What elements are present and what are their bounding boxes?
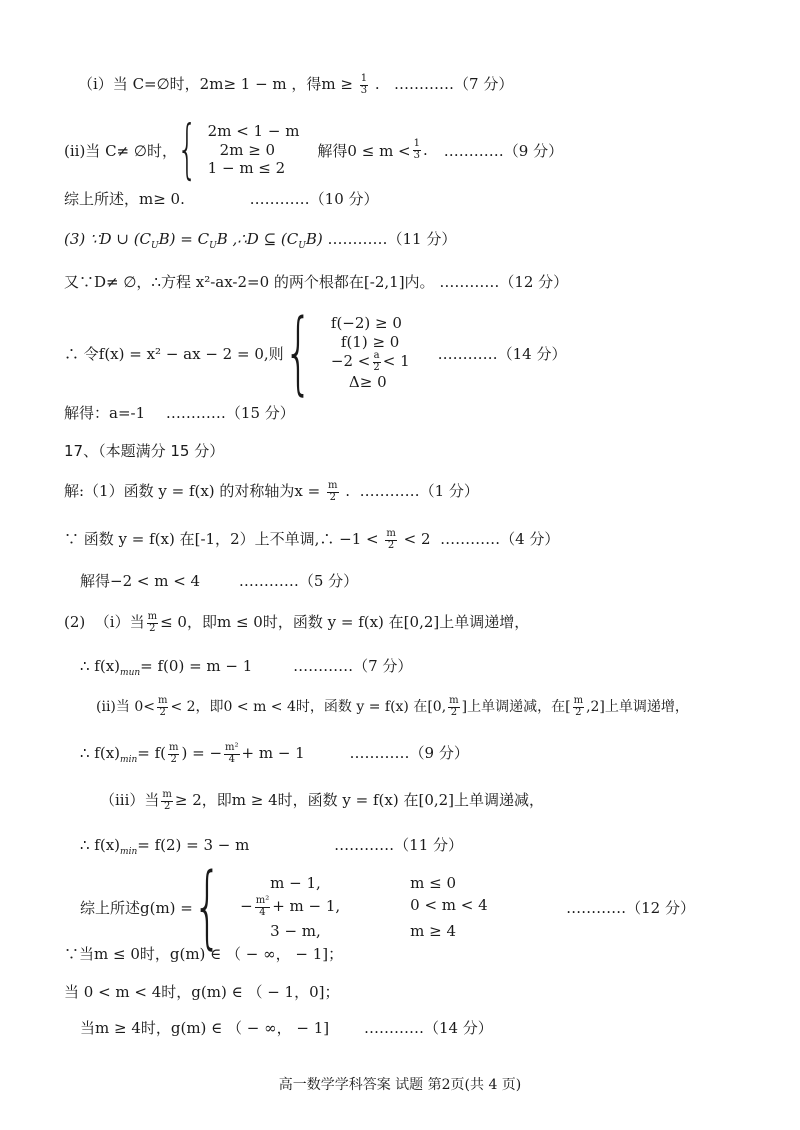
part3-system: f(−2) ≥ 0 f(1) ≥ 0 −2 < $\frac{a}{2}$ < 1 Δ≥ 0 <box>330 313 410 392</box>
score: …………（15 分） <box>165 404 295 422</box>
q17-part2-ii: (ii)当 0< $\frac{m}{2}$ < 2，即0 < m < 4时，函数 y = f(x) 在[0, $\frac{m}{2}$ ]上单调递减，在[ $\frac{m}{2}$ ,2]上单调递增， <box>96 695 689 718</box>
question-17-title: 17、（本题满分 15 分） <box>64 442 225 460</box>
q17-part2-i-min: ∴ $f(x)_{mun}= f(0) = m - 1$ …………（7 分） <box>80 657 413 678</box>
range-line-2: 当 0 < m < 4时，g(m) ∈ （ − 1，0]； <box>64 983 340 1001</box>
summary-line: 综上所述，m≥ 0. …………（10 分） <box>64 190 379 208</box>
score: …………（12 分） <box>566 898 695 917</box>
piecewise-g: 综上所述g(m) = { m − 1, m ≤ 0 − $\frac{\text{m²}}{4}$ + m − 1, 0 < m < 4 3 − m, m ≥ 4 …………（12 分） <box>80 854 695 959</box>
case-ii-system: 2m < 1 − m 2m ≥ 0 1 − m ≤ 2 <box>207 121 300 178</box>
case-ii-line: (ii)当 C≠ ∅时， { 2m < 1 − m 2m ≥ 0 1 − m ≤ 2 解得0 ≤ m < $\frac{1}{3}$ . …………（9 分） <box>64 113 564 187</box>
piecewise-table: m − 1, m ≤ 0 − $\frac{\text{m²}}{4}$ + m − 1, 0 < m < 4 3 − m, m ≥ 4 <box>240 874 488 940</box>
fraction: $\frac{1}{3}$ <box>360 73 368 96</box>
fraction: $\frac{1}{3}$ <box>413 138 421 161</box>
brace: { <box>192 854 222 959</box>
case-i-text: （i）当 C=∅时，2m≥ 1 − m ，得m ≥ <box>78 75 353 93</box>
score: …………（14 分） <box>363 1019 493 1037</box>
case-i-line: （i）当 C=∅时，2m≥ 1 − m ，得m ≥ $\frac{1}{3}$ . …………（7 分） <box>78 73 514 96</box>
part3-line3: ∴ 令f(x) = x² − ax − 2 = 0,则 { f(−2) ≥ 0 f(1) ≥ 0 −2 < $\frac{a}{2}$ < 1 Δ≥ 0 …………（14 分） <box>64 300 567 405</box>
range-line-1: ∵当m ≤ 0时，g(m) ∈ （ − ∞， − 1]； <box>64 945 344 963</box>
score: …………（7 分） <box>293 657 413 675</box>
q17-part2-iii-min: ∴ $f(x)_{min}= f(2) = 3 - m$ …………（11 分） <box>80 836 464 857</box>
score: …………（11 分） <box>327 230 457 248</box>
score: …………（14 分） <box>437 344 567 363</box>
part3-line4: 解得：a=-1 …………（15 分） <box>64 404 295 422</box>
score: …………（7 分） <box>394 75 514 93</box>
q17-part2-iii: （iii）当 $\frac{m}{2}$ ≥ 2，即m ≥ 4时，函数 y = f(x) 在[0,2]上单调递减， <box>100 789 545 812</box>
q17-part2-ii-min: ∴ $f(x)_{min}= f$( $\frac{m}{2}$ ) = − $\frac{\text{m²}}{4}$ + m − 1 …………（9 分） <box>80 742 469 765</box>
score: …………（5 分） <box>238 572 359 590</box>
score: …………（4 分） <box>440 530 560 548</box>
q17-line3: 解得−2 < m < 4 …………（5 分） <box>80 572 359 590</box>
score: …………（10 分） <box>249 190 379 208</box>
page-footer: 高一数学学科答案 试题 第2页(共 4 页) <box>278 1077 522 1093</box>
score: …………（12 分） <box>439 273 569 291</box>
brace: { <box>176 113 198 187</box>
inequality-row: −2 < $\frac{a}{2}$ < 1 <box>330 350 410 373</box>
score: …………（11 分） <box>334 836 464 854</box>
q17-line2: ∵ 函数 y = f(x) 在[-1，2）上不单调,∴ −1 < $\frac{m}{2}$ < 2 …………（4 分） <box>64 528 560 551</box>
score: …………（9 分） <box>349 744 469 762</box>
part3-line1: (3) ∵D ∪ $(C_UB) = C_UB$ ,∴D ⊆ $(C_UB)$ …………（11 分） <box>64 230 457 251</box>
q17-part2-i: (2) （i）当 $\frac{m}{2}$ ≤ 0，即m ≤ 0时，函数 y = f(x) 在[0,2]上单调递增， <box>64 611 530 634</box>
score: …………（1 分） <box>359 482 479 500</box>
part3-line2: 又∵D≠ ∅，∴方程 x²-ax-2=0 的两个根都在[-2,1]内。 …………（12 分） <box>64 273 569 291</box>
range-line-3: 当m ≥ 4时，g(m) ∈ （ − ∞， − 1] …………（14 分） <box>80 1019 493 1037</box>
brace: { <box>283 300 313 405</box>
score: …………（9 分） <box>443 141 564 160</box>
q17-line1: 解:（1）函数 y = f(x) 的对称轴为x = $\frac{m}{2}$ . …………（1 分） <box>64 480 479 503</box>
